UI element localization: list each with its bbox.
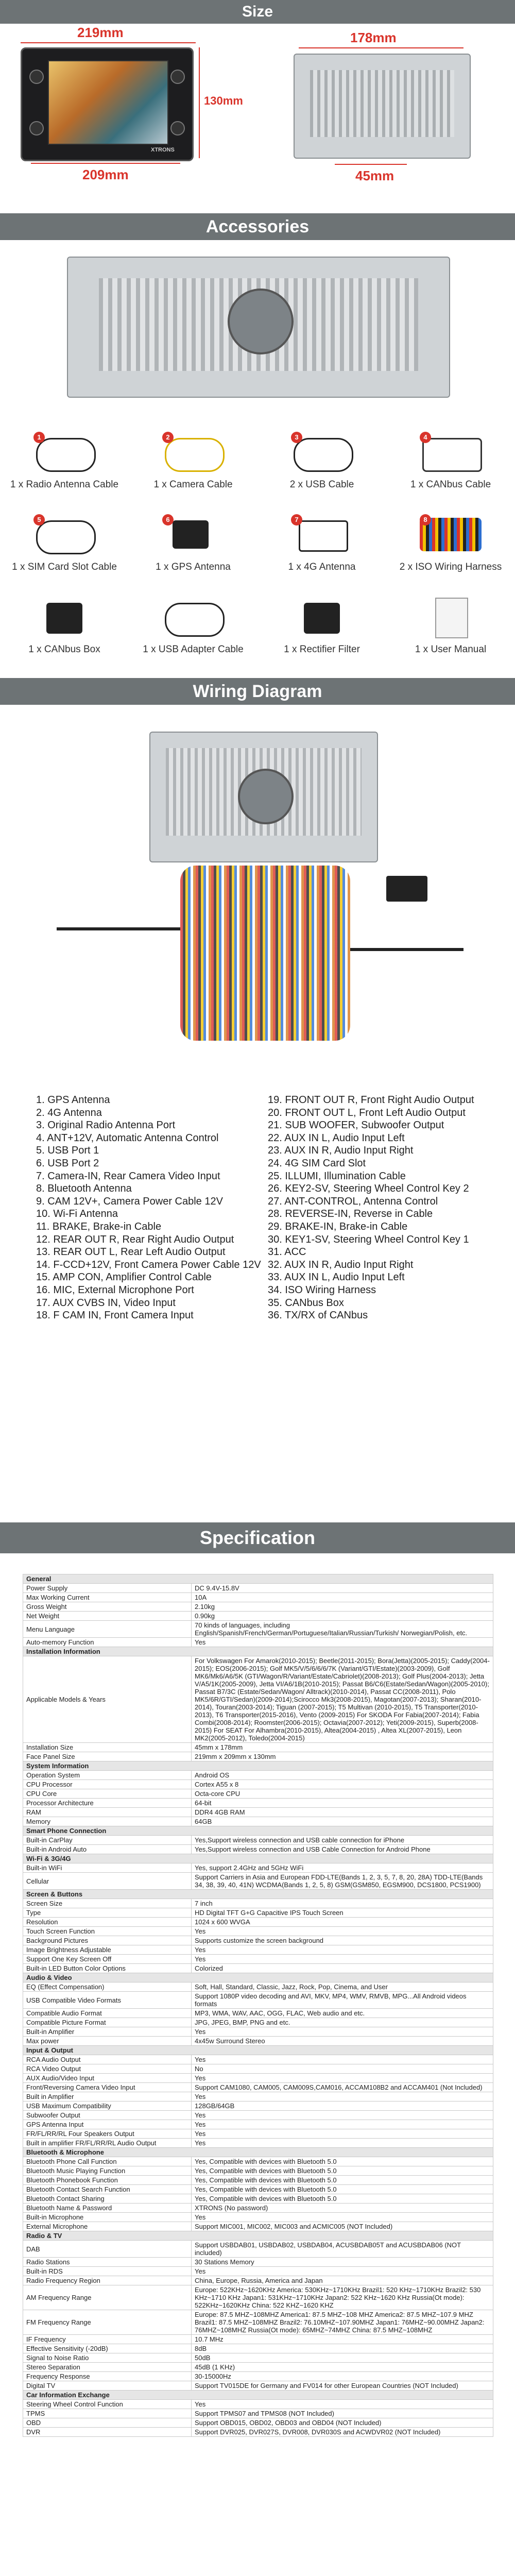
spec-key: Screen Size <box>23 1899 192 1908</box>
badge-6: 6 <box>162 514 174 526</box>
spec-value: Yes <box>192 2120 493 2129</box>
spec-value: Support OBD015, OBD02, OBD03 and OBD04 (NOT Included) <box>192 2418 493 2428</box>
spec-key: Processor Architecture <box>23 1799 192 1808</box>
spec-key: Installation Size <box>23 1743 192 1752</box>
spec-value: China, Europe, Russia, America and Japan <box>192 2276 493 2285</box>
front-screen-width-label: 209mm <box>82 167 129 182</box>
badge-3: 3 <box>291 432 302 443</box>
spec-section-title: Radio & TV <box>23 2231 493 2241</box>
spec-row <box>23 1927 493 1936</box>
spec-section-title: Audio & Video <box>23 1973 493 1982</box>
badge-2: 2 <box>162 432 174 443</box>
radio-unit-front <box>21 47 194 161</box>
camera-cable-icon <box>165 438 225 472</box>
spec-row <box>23 1918 493 1927</box>
spec-key: Built-in RDS <box>23 2267 192 2276</box>
spec-key: DAB <box>23 2241 192 2258</box>
spec-row <box>23 1845 493 1854</box>
spec-row <box>23 2372 493 2381</box>
spec-value: 50dB <box>192 2353 493 2363</box>
spec-key: Power Supply <box>23 1584 192 1593</box>
accessory-label-4: 1 x CANbus Cable <box>410 479 491 490</box>
wiring-legend-right: 19. FRONT OUT R, Front Right Audio Output 20. FRONT OUT L, Front Left Audio Output 21. SUB WOOFER, Subwoofer Output 22. AUX IN L, Audio Input Left 23. AUX IN R, Audio Input Right 24. 4G SIM Card Slot 25. ILLUMI, Illumination Cable 26. KEY2-SV, Steering Wheel Control Key 2 27. ANT-CONTROL, Antenna Control 28. REVERSE-IN, Reverse in Cable 29. BRAKE-IN, Brake-in Cable 30. KEY1-SV, Steering Wheel Control Key 1 31. ACC 32. AUX IN R, Audio Input Right 33. AUX IN L, Audio Input Left 34. ISO Wiring Harness 35. CANbus Box 36. TX/RX of CANbus <box>268 1094 474 1321</box>
spec-key: Gross Weight <box>23 1602 192 1612</box>
spec-key: AM Frequency Range <box>23 2285 192 2310</box>
spec-key: Built-in LED Button Color Options <box>23 1964 192 1973</box>
spec-row <box>23 2092 493 2102</box>
spec-row <box>23 1799 493 1808</box>
spec-row <box>23 2258 493 2267</box>
spec-key: Type <box>23 1908 192 1918</box>
spec-key: Compatible Picture Format <box>23 2018 192 2027</box>
spec-value: DC 9.4V-15.8V <box>192 1584 493 1593</box>
radio-screen <box>48 60 168 145</box>
spec-row <box>23 1964 493 1973</box>
spec-key: External Microphone <box>23 2222 192 2231</box>
badge-8: 8 <box>420 514 431 526</box>
spec-row <box>23 2418 493 2428</box>
spec-key: Frequency Response <box>23 2372 192 2381</box>
radio-unit-back <box>294 54 471 159</box>
spec-section-title: Input & Output <box>23 2046 493 2055</box>
radio-antenna-cable-icon <box>36 438 96 472</box>
spec-key: Resolution <box>23 1918 192 1927</box>
spec-row <box>23 1817 493 1826</box>
spec-row <box>23 2276 493 2285</box>
spec-key: RAM <box>23 1808 192 1817</box>
size-side-view <box>258 25 515 215</box>
spec-value: Support TPMS07 and TPMS08 (NOT Included) <box>192 2409 493 2418</box>
spec-value: 70 kinds of languages, including English/Spanish/French/German/Portuguese/Italian/Russian/Turkish/ Norwegian/Polish, etc. <box>192 1621 493 1638</box>
accessory-label-6: 1 x GPS Antenna <box>156 562 231 572</box>
spec-value: No <box>192 2064 493 2074</box>
spec-key: Bluetooth Music Playing Function <box>23 2166 192 2176</box>
spec-key: Bluetooth Contact Search Function <box>23 2185 192 2194</box>
spec-section-row <box>23 1854 493 1863</box>
spec-value: XTRONS (No password) <box>192 2204 493 2213</box>
spec-row <box>23 2185 493 2194</box>
spec-value: Support Carriers in Asia and European FDD-LTE(Bands 1, 2, 3, 5, 7, 8, 20, 28A) TDD-LTE(Bands 34, 38, 39, 40, 41N) WCDMA(Bands 1, 2, 5, 8) GSM(GSM850, EGSM900, DCS1800, PCS1900) <box>192 1873 493 1890</box>
spec-row <box>23 1780 493 1789</box>
wiring-banner <box>0 678 515 705</box>
spec-value: 219mm x 209mm x 130mm <box>192 1752 493 1761</box>
spec-key: Bluetooth Phone Call Function <box>23 2157 192 2166</box>
spec-value: Support MIC001, MIC002, MIC003 and ACMIC005 (NOT Included) <box>192 2222 493 2231</box>
spec-row <box>23 2285 493 2310</box>
spec-section-row <box>23 1826 493 1836</box>
spec-row <box>23 1743 493 1752</box>
spec-row <box>23 1752 493 1761</box>
spec-value: 1024 x 600 WVGA <box>192 1918 493 1927</box>
spec-section-title: General <box>23 1574 493 1584</box>
spec-row <box>23 1873 493 1890</box>
accessory-label-12: 1 x User Manual <box>415 644 487 655</box>
spec-row <box>23 2267 493 2276</box>
spec-key: Front/Reversing Camera Video Input <box>23 2083 192 2092</box>
spec-key: AUX Audio/Video Input <box>23 2074 192 2083</box>
spec-row <box>23 2409 493 2418</box>
spec-key: Max power <box>23 2037 192 2046</box>
spec-value: Yes, Compatible with devices with Bluetooth 5.0 <box>192 2185 493 2194</box>
spec-value: 0.90kg <box>192 1612 493 1621</box>
spec-row <box>23 2213 493 2222</box>
spec-value: Yes,Support wireless connection and USB Cable Connection for Android Phone <box>192 1845 493 1854</box>
spec-value: 45dB (1 KHz) <box>192 2363 493 2372</box>
spec-key: USB Maximum Compatibility <box>23 2102 192 2111</box>
spec-row <box>23 2204 493 2213</box>
spec-value: Support TV015DE for Germany and FV014 for other European Countries (NOT Included) <box>192 2381 493 2391</box>
spec-key: Signal to Noise Ratio <box>23 2353 192 2363</box>
front-height-label: 130mm <box>204 94 243 107</box>
wiring-legend-left: 1. GPS Antenna 2. 4G Antenna 3. Original Radio Antenna Port 4. ANT+12V, Automatic Antenna Control 5. USB Port 1 6. USB Port 2 7. Camera-IN, Rear Camera Video Input 8. Bluetooth Antenna 9. CAM 12V+, Camera Power Cable 12V 10. Wi-Fi Antenna 11. BRAKE, Brake-in Cable 12. REAR OUT R, Rear Right Audio Output 13. REAR OUT L, Rear Left Audio Output 14. F-CCD+12V, Front Camera Power Cable 12V 15. AMP CON, Amplifier Control Cable 16. MIC, External Microphone Port 17. AUX CVBS IN, Video Input 18. F CAM IN, Front Camera Input <box>36 1094 261 1321</box>
wiring-unit-back <box>149 732 378 862</box>
spec-section-row <box>23 2391 493 2400</box>
spec-row <box>23 1612 493 1621</box>
accessories-title: Accessories <box>205 217 310 236</box>
size-title: Size <box>242 3 273 20</box>
spec-row <box>23 1621 493 1638</box>
spec-value: Europe: 522KHz~1620KHz America: 530KHz~1710KHz Brazil1: 520 KHz~1710KHz Brazil2: 530 KHz~1710 KHz Japan1: 531KHz~1710KHz Japan2: 522 KHz~1620 KHz Russia(Ot mode): 522KHz~1620KHz China: 522 KHZ~1620 KHZ <box>192 2285 493 2310</box>
spec-section-title: System Information <box>23 1761 493 1771</box>
spec-row <box>23 2064 493 2074</box>
badge-1: 1 <box>33 432 45 443</box>
spec-value: 64-bit <box>192 1799 493 1808</box>
spec-key: USB Compatible Video Formats <box>23 1992 192 2009</box>
spec-value: Yes <box>192 2074 493 2083</box>
spec-section-title: Smart Phone Connection <box>23 1826 493 1836</box>
spec-row <box>23 1945 493 1955</box>
spec-value: Support DVR025, DVR027S, DVR008, DVR030S and ACWDVR02 (NOT Included) <box>192 2428 493 2437</box>
spec-section-row <box>23 1574 493 1584</box>
spec-value: For Volkswagen For Amarok(2010-2015); Beetle(2011-2015); Bora(Jetta)(2005-2015); Caddy(2004-2015); EOS(2006-2015); Golf MK5/V/5/6/6/6/7K (Variant/GTI/Estate)(2003-2009), Golf MK6/Mk6/A6/5K (GTI/Wagon/R/Variant/Estate/Cabriolet)(2008-2013); Golf Plus(2004-2013); Jetta V/A5/1K(2005-2009), Jetta VI/A6/1B(2010-2015); Passat B6/C6(Estate/Sedan/Wagon)(2005-2010); Passat B7/3C (Estate/Sedan/Wagon/ Alltrack)(2010-2014), Passat CC(2008-2011), Polo MK5/6R/GTI/Sedan)(2009-2014);Scirocco Mk3(2008-2015), Magotan(2007-2013); Sharan(2010-2014), Touran(2003-2014); Tiguan (2007-2015); T5 Multivan (2010-2015), T5 Transporter(2010-2013), T6 Transporter(2015-2016), Vento (2009-2015) For SKODA For Fabia(2007-2014); Fabia Combi(2008-2014); Roomster(2006-2015); Octavia(2007-2012); Yeti(2009-2015), Superb(2008-2015) For SEAT For Alhambra(2010-2015), Altea(2004-2015) , Altea XL(2007-2015), Leon MK2(2005-2012), Toledo(2004-2015) <box>192 1656 493 1743</box>
accessory-label-8: 2 x ISO Wiring Harness <box>399 562 502 572</box>
spec-value: Soft, Hall, Standard, Classic, Jazz, Rock, Pop, Cinema, and User <box>192 1982 493 1992</box>
spec-row <box>23 1863 493 1873</box>
left-knob-2 <box>29 121 44 135</box>
badge-4: 4 <box>420 432 431 443</box>
spec-value: 7 inch <box>192 1899 493 1908</box>
spec-value: Yes, Compatible with devices with Bluetooth 5.0 <box>192 2176 493 2185</box>
accessory-label-1: 1 x Radio Antenna Cable <box>10 479 119 490</box>
usb-adapter-cable-icon <box>165 603 225 637</box>
spec-key: OBD <box>23 2418 192 2428</box>
spec-row <box>23 1955 493 1964</box>
spec-row <box>23 1899 493 1908</box>
specification-title: Specification <box>199 1527 316 1548</box>
spec-key: Radio Frequency Region <box>23 2276 192 2285</box>
spec-value: Supports customize the screen background <box>192 1936 493 1945</box>
spec-table <box>23 1574 493 2437</box>
spec-row <box>23 2157 493 2166</box>
spec-value: Support USBDAB01, USBDAB02, USBDAB04, ACUSBDAB05T and ACUSBDAB06 (NOT included) <box>192 2241 493 2258</box>
spec-key: Built in Amplifier <box>23 2092 192 2102</box>
spec-key: RCA Video Output <box>23 2064 192 2074</box>
spec-key: Bluetooth Phonebook Function <box>23 2176 192 2185</box>
spec-row <box>23 1602 493 1612</box>
spec-key: FM Frequency Range <box>23 2310 192 2335</box>
spec-key: DVR <box>23 2428 192 2437</box>
spec-value: Cortex A55 x 8 <box>192 1780 493 1789</box>
spec-section-row <box>23 2046 493 2055</box>
spec-row <box>23 2428 493 2437</box>
spec-value: Yes <box>192 1638 493 1647</box>
spec-value: Yes <box>192 2139 493 2148</box>
size-banner <box>0 0 515 24</box>
4g-antenna-icon <box>299 520 348 552</box>
spec-row <box>23 2166 493 2176</box>
spec-key: RCA Audio Output <box>23 2055 192 2064</box>
spec-value: Europe: 87.5 MHZ~108MHZ America1: 87.5 MHZ~108 MHZ America2: 87.5 MHZ~107.9 MHZ Brazil1: 87.5 MHZ~108MHZ Brazil2: 76.10MHZ~107.90MHZ Japan1: 76MHZ~90.00MHZ Japan2: 76MHZ~108MHZ Russia(Ot mode): 65MHZ~74MHZ China: 87.5 MHZ~108MHZ <box>192 2310 493 2335</box>
accessory-label-7: 1 x 4G Antenna <box>288 562 356 572</box>
spec-value: Yes <box>192 2400 493 2409</box>
spec-key: Support One Key Screen Off <box>23 1955 192 1964</box>
spec-value: Colorized <box>192 1964 493 1973</box>
spec-value: Support 1080P video decoding and AVI, MKV, MP4, WMV, RMVB, MPG...All Android videos formats <box>192 1992 493 2009</box>
spec-key: Steering Wheel Control Function <box>23 2400 192 2409</box>
spec-key: EQ (Effect Compensation) <box>23 1982 192 1992</box>
right-knob-2 <box>170 121 185 135</box>
fan-icon <box>228 289 294 354</box>
spec-row <box>23 2111 493 2120</box>
spec-value: HD Digital TFT G+G Capacitive IPS Touch Screen <box>192 1908 493 1918</box>
spec-row <box>23 2018 493 2027</box>
spec-row <box>23 1908 493 1918</box>
spec-row <box>23 2055 493 2064</box>
spec-row <box>23 2222 493 2231</box>
spec-key: Digital TV <box>23 2381 192 2391</box>
spec-key: Subwoofer Output <box>23 2111 192 2120</box>
right-knob <box>170 70 185 84</box>
spec-row <box>23 2037 493 2046</box>
spec-row <box>23 2363 493 2372</box>
spec-value: 10A <box>192 1593 493 1602</box>
badge-5: 5 <box>33 514 45 526</box>
wiring-title: Wiring Diagram <box>193 682 322 701</box>
accessory-label-2: 1 x Camera Cable <box>153 479 233 490</box>
accessory-label-9: 1 x CANbus Box <box>28 644 100 655</box>
spec-value: Yes <box>192 2213 493 2222</box>
spec-key: TPMS <box>23 2409 192 2418</box>
spec-row <box>23 1593 493 1602</box>
spec-key: Net Weight <box>23 1612 192 1621</box>
spec-value: 4x45w Surround Stereo <box>192 2037 493 2046</box>
spec-value: MP3, WMA, WAV, AAC, OGG, FLAC, Web audio and etc. <box>192 2009 493 2018</box>
spec-key: Background Pictures <box>23 1936 192 1945</box>
spec-row <box>23 2102 493 2111</box>
spec-row <box>23 2074 493 2083</box>
accessory-label-11: 1 x Rectifier Filter <box>284 644 360 655</box>
spec-value: Yes <box>192 2267 493 2276</box>
spec-key: Built-in WiFi <box>23 1863 192 1873</box>
spec-row <box>23 1936 493 1945</box>
spec-key: Auto-memory Function <box>23 1638 192 1647</box>
spec-key: Touch Screen Function <box>23 1927 192 1936</box>
spec-value: JPG, JPEG, BMP, PNG and etc. <box>192 2018 493 2027</box>
wiring-cables <box>46 845 474 1072</box>
spec-value: Yes <box>192 2129 493 2139</box>
spec-key: Operation System <box>23 1771 192 1780</box>
spec-section-title: Bluetooth & Microphone <box>23 2148 493 2157</box>
spec-key: Image Brightness Adjustable <box>23 1945 192 1955</box>
spec-section-row <box>23 2148 493 2157</box>
wiring-canbus-box <box>386 876 427 902</box>
spec-value: 64GB <box>192 1817 493 1826</box>
spec-value: 10.7 MHz <box>192 2335 493 2344</box>
spec-value: Yes, Compatible with devices with Bluetooth 5.0 <box>192 2157 493 2166</box>
spec-row <box>23 2139 493 2148</box>
spec-row <box>23 2381 493 2391</box>
spec-key: Compatible Audio Format <box>23 2009 192 2018</box>
spec-key: FR/FL/RR/RL Four Speakers Output <box>23 2129 192 2139</box>
spec-row <box>23 1584 493 1593</box>
spec-value: Android OS <box>192 1771 493 1780</box>
left-knob <box>29 70 44 84</box>
spec-key: Cellular <box>23 1873 192 1890</box>
spec-row <box>23 2176 493 2185</box>
spec-value: 8dB <box>192 2344 493 2353</box>
spec-row <box>23 1808 493 1817</box>
spec-row <box>23 1638 493 1647</box>
spec-row <box>23 2129 493 2139</box>
spec-value: Octa-core CPU <box>192 1789 493 1799</box>
spec-key: Built in amplifier FR/FL/RR/RL Audio Output <box>23 2139 192 2148</box>
spec-key: Max Working Current <box>23 1593 192 1602</box>
spec-key: GPS Antenna Input <box>23 2120 192 2129</box>
spec-key: Bluetooth Name & Password <box>23 2204 192 2213</box>
spec-value: 45mm x 178mm <box>192 1743 493 1752</box>
spec-value: Yes, Compatible with devices with Bluetooth 5.0 <box>192 2194 493 2204</box>
spec-value: Yes <box>192 2027 493 2037</box>
brand-logo: XTRONS <box>151 147 175 153</box>
spec-value: Yes <box>192 2111 493 2120</box>
gps-antenna-icon <box>173 520 209 549</box>
badge-7: 7 <box>291 514 302 526</box>
spec-value: Yes,Support wireless connection and USB cable connection for iPhone <box>192 1836 493 1845</box>
specification-banner <box>0 1522 515 1553</box>
spec-section-row <box>23 2231 493 2241</box>
spec-row <box>23 2310 493 2335</box>
spec-row <box>23 2120 493 2129</box>
spec-row <box>23 1656 493 1743</box>
spec-value: Yes <box>192 1927 493 1936</box>
side-width-label: 178mm <box>350 30 397 45</box>
accessories-banner <box>0 213 515 240</box>
spec-key: Menu Language <box>23 1621 192 1638</box>
spec-key: Stereo Separation <box>23 2363 192 2372</box>
accessory-label-5: 1 x SIM Card Slot Cable <box>12 562 117 572</box>
spec-row <box>23 1992 493 2009</box>
usb-cable-icon <box>294 438 353 472</box>
spec-value: Yes <box>192 1955 493 1964</box>
spec-key: Bluetooth Contact Sharing <box>23 2194 192 2204</box>
spec-section-row <box>23 1761 493 1771</box>
spec-section-row <box>23 1647 493 1656</box>
spec-row <box>23 2400 493 2409</box>
spec-row <box>23 1836 493 1845</box>
spec-key: Built-in CarPlay <box>23 1836 192 1845</box>
spec-key: CPU Processor <box>23 1780 192 1789</box>
spec-value: 2.10kg <box>192 1602 493 1612</box>
spec-key: CPU Core <box>23 1789 192 1799</box>
user-manual-icon <box>435 598 468 638</box>
spec-key: Memory <box>23 1817 192 1826</box>
spec-key: Radio Stations <box>23 2258 192 2267</box>
accessory-label-10: 1 x USB Adapter Cable <box>143 644 244 655</box>
spec-value: Yes <box>192 2092 493 2102</box>
spec-key: Applicable Models & Years <box>23 1656 192 1743</box>
spec-value: Yes, support 2.4GHz and 5GHz WiFi <box>192 1863 493 1873</box>
spec-section-title: Wi-Fi & 3G/4G <box>23 1854 493 1863</box>
fan-icon-2 <box>238 769 294 824</box>
accessory-label-3: 2 x USB Cable <box>289 479 354 490</box>
spec-key: Built-in Amplifier <box>23 2027 192 2037</box>
canbus-cable-icon <box>422 438 482 472</box>
spec-key: IF Frequency <box>23 2335 192 2344</box>
size-front-view <box>0 25 258 215</box>
sim-card-slot-cable-icon <box>36 520 96 554</box>
spec-value: DDR4 4GB RAM <box>192 1808 493 1817</box>
accessories-unit-back <box>67 257 450 398</box>
front-width-label: 219mm <box>77 25 124 40</box>
spec-value: 128GB/64GB <box>192 2102 493 2111</box>
spec-section-title: Installation Information <box>23 1647 493 1656</box>
spec-value: Support CAM1080, CAM005, CAM009S,CAM016, ACCAM108B2 and ACCAM401 (Not Included) <box>192 2083 493 2092</box>
spec-value: 30 Stations Memory <box>192 2258 493 2267</box>
spec-section-row <box>23 1890 493 1899</box>
spec-row <box>23 2241 493 2258</box>
spec-value: 30-15000Hz <box>192 2372 493 2381</box>
spec-section-title: Screen & Buttons <box>23 1890 493 1899</box>
rectifier-filter-icon <box>304 603 340 634</box>
spec-section-row <box>23 1973 493 1982</box>
spec-value: Yes, Compatible with devices with Bluetooth 5.0 <box>192 2166 493 2176</box>
spec-section-title: Car Information Exchange <box>23 2391 493 2400</box>
spec-row <box>23 1789 493 1799</box>
spec-row <box>23 2335 493 2344</box>
spec-key: Effective Sensitivity (-20dB) <box>23 2344 192 2353</box>
spec-key: Built-in Microphone <box>23 2213 192 2222</box>
spec-row <box>23 1982 493 1992</box>
spec-key: Built-in Android Auto <box>23 1845 192 1854</box>
spec-row <box>23 2027 493 2037</box>
spec-row <box>23 2353 493 2363</box>
spec-row <box>23 1771 493 1780</box>
canbus-box-icon <box>46 603 82 634</box>
spec-value: Yes <box>192 1945 493 1955</box>
spec-row <box>23 2009 493 2018</box>
spec-row <box>23 2194 493 2204</box>
spec-row <box>23 2083 493 2092</box>
side-depth-label: 45mm <box>355 168 394 183</box>
spec-row <box>23 2344 493 2353</box>
spec-value: Yes <box>192 2055 493 2064</box>
spec-key: Face Panel Size <box>23 1752 192 1761</box>
